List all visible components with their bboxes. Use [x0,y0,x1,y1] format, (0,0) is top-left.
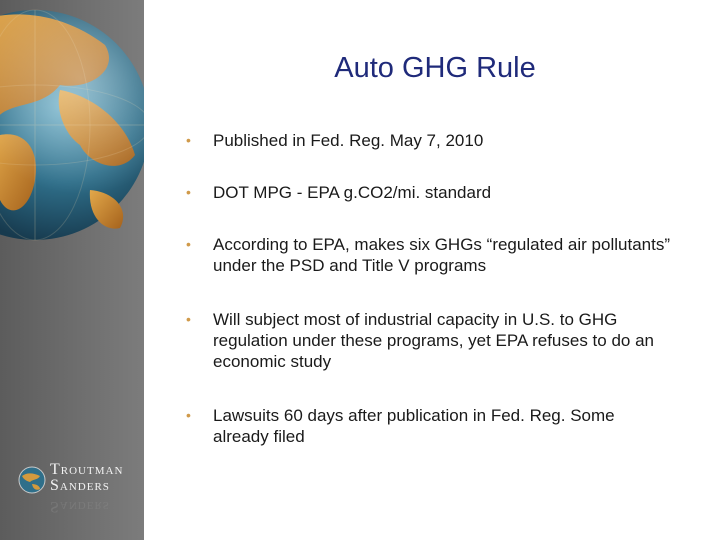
bullet-text: Will subject most of industrial capacity in U.S. to GHG regulation under these programs, yet EPA refuses to do an economic study [213,310,655,371]
logo-line-1: Troutman [50,461,124,478]
bullet-dot-icon: • [186,236,191,252]
logo-reflection: Sanders [50,498,110,515]
logo-wordmark [50,462,123,494]
bullet-dot-icon: • [186,132,191,148]
sidebar-panel [0,0,144,540]
bullet-text: According to EPA, makes six GHGs “regulated air pollutants” under the PSD and Title V programs [213,235,670,275]
bullet-dot-icon: • [186,311,191,327]
bullet-text: Lawsuits 60 days after publication in Fed. Reg. Some already filed [213,406,615,446]
bullet-text: DOT MPG - EPA g.CO2/mi. standard [213,183,492,202]
logo-globe-icon [18,466,46,494]
slide-title: Auto GHG Rule [334,52,536,84]
bullet-text: Published in Fed. Reg. May 7, 2010 [213,131,484,150]
globe-image [0,0,144,280]
company-logo [18,462,144,522]
bullet-dot-icon: • [186,184,191,200]
logo-line-2: Sanders [50,477,110,494]
bullet-dot-icon: • [186,407,191,423]
